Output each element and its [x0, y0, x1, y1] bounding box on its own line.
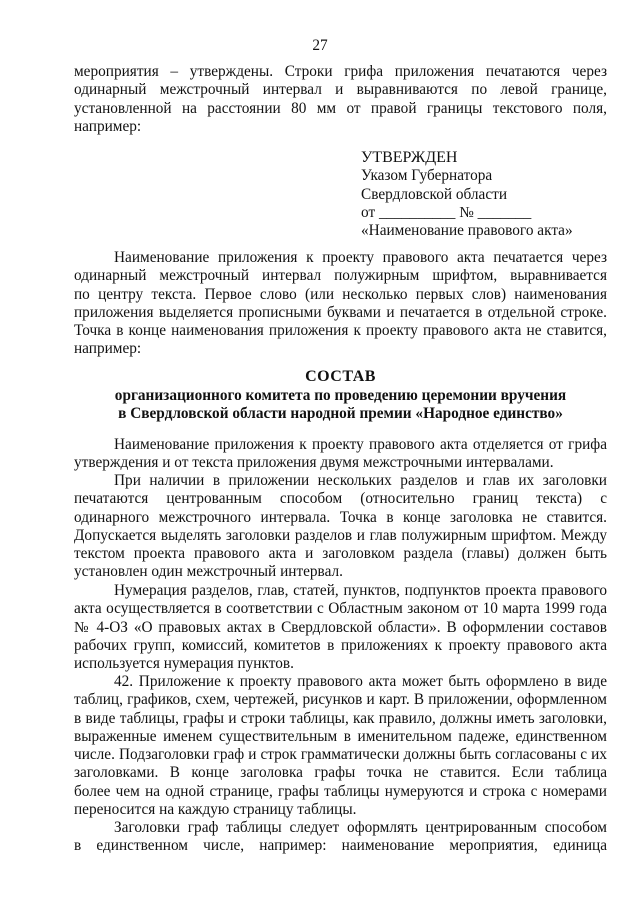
text-line: выраженные именем существительным в именительном падеже, единственном: [74, 727, 607, 745]
page-number: 27: [312, 37, 328, 54]
text-line: Точка в конце наименования приложения к проекту правового акта не ставится,: [74, 322, 607, 340]
text-line: используется нумерация пунктов.: [74, 655, 294, 673]
intro-paragraph: [74, 63, 607, 136]
text-line: одинарного межстрочного интервала. Точка в конце заголовка не ставится.: [74, 508, 607, 526]
text-line: одинарный межстрочный интервал и выравниваются по левой границе,: [74, 81, 607, 99]
column-headings-paragraph: [74, 819, 607, 856]
text-line: Наименование приложения к проекту правового акта отделяется от грифа: [114, 436, 607, 453]
text-line: акта осуществляется в соответствии с Областным законом от 10 марта 1999 года: [74, 600, 607, 618]
text-line: утверждения и от текста приложения двумя межстрочными интервалами.: [74, 454, 554, 472]
text-line: печатаются центрованным способом (относительно границ текста) с: [74, 490, 607, 508]
separation-paragraph: [74, 436, 607, 473]
text-line: Заголовки граф таблицы следует оформлять центрированным способом: [114, 819, 607, 836]
text-line: в виде таблицы, графы и строки таблицы, как правило, должны иметь заголовки,: [74, 709, 607, 727]
text-line: мероприятия – утверждены. Строки грифа приложения печатаются через: [74, 63, 607, 80]
text-line: заголовками. В конце заголовка графы точка не ставится. Если таблица: [74, 764, 607, 782]
headings-paragraph: [74, 472, 607, 582]
text-line: приложения выделяется прописными буквами и печатается в отдельной строке.: [74, 303, 607, 321]
text-line: текстом проекта правового акта и заголовком раздела (главы) должен быть: [74, 545, 607, 563]
numbering-paragraph: [74, 582, 607, 673]
grif-date-number: от __________ № _______: [361, 203, 532, 221]
item-42-paragraph: [74, 673, 607, 819]
example-title: СОСТАВ: [305, 368, 376, 385]
text-line: таблиц, графиков, схем, чертежей, рисунков и карт. В приложении, оформленном: [74, 691, 607, 709]
text-line: переносится на каждую страницу таблицы.: [74, 801, 357, 819]
approval-grif-example: [361, 149, 601, 240]
grif-region: Свердловской области: [361, 185, 508, 203]
text-line: рабочих групп, комиссий, комитетов в приложениях к проекту правового акта: [74, 636, 607, 654]
text-line: одинарный межстрочный интервал полужирным шрифтом, выравнивается: [74, 267, 607, 285]
text-line: установлен один межстрочный интервал.: [74, 563, 343, 581]
grif-approved: УТВЕРЖДЕН: [361, 149, 458, 166]
text-line: например:: [74, 340, 142, 358]
text-line: числе. Подзаголовки граф и строк грамматически должны быть согласованы с их: [74, 746, 607, 764]
text-line: Допускается выделять заголовки разделов и глав полужирным шрифтом. Между: [74, 526, 607, 544]
text-line: по центру текста. Первое слово (или несколько первых слов) наименования: [74, 285, 607, 303]
example-subtitle-line: организационного комитета по проведению церемонии вручения: [114, 387, 567, 404]
text-line: При наличии в приложении нескольких разделов и глав их заголовки: [114, 472, 607, 489]
text-line: 42. Приложение к проекту правового акта может быть оформлено в виде: [114, 673, 607, 690]
grif-decree: Указом Губернатора: [361, 167, 493, 185]
grif-act-name: «Наименование правового акта»: [361, 222, 573, 240]
text-line: в единственном числе, например: наименование мероприятия, единица: [74, 837, 607, 855]
text-line: установленной на расстоянии 80 мм от правой границы текстового поля,: [74, 99, 607, 117]
text-line: например:: [74, 117, 142, 135]
appendix-name-paragraph: [74, 249, 607, 359]
text-line: более чем на одной странице, графы таблицы нумеруются и строка с номерами: [74, 782, 607, 800]
text-line: Наименование приложения к проекту правового акта печатается через: [114, 249, 607, 266]
text-line: Нумерация разделов, глав, статей, пунктов, подпунктов проекта правового: [114, 582, 607, 599]
example-subtitle-line: в Свердловской области народной премии «Народное единство»: [118, 405, 563, 422]
text-line: № 4-ОЗ «О правовых актах в Свердловской области». В оформлении составов: [74, 618, 607, 636]
